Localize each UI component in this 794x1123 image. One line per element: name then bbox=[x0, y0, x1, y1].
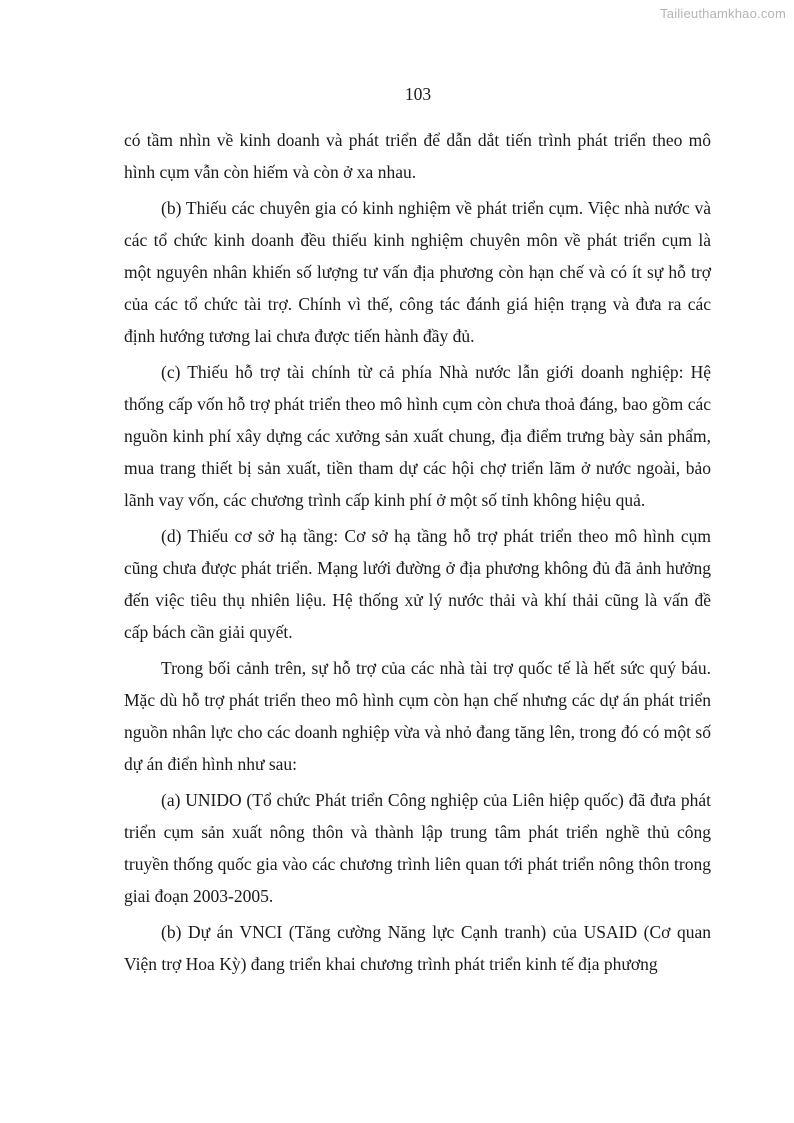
paragraph-b-vnci: (b) Dự án VNCI (Tăng cường Năng lực Cạnh tranh) của USAID (Cơ quan Viện trợ Hoa Kỳ) đang triển khai chương trình phát triển kinh tế địa phương bbox=[124, 922, 711, 974]
page-number: 103 bbox=[404, 84, 432, 104]
paragraph-b-experts: (b) Thiếu các chuyên gia có kinh nghiệm về phát triển cụm. Việc nhà nước và các tổ chức kinh doanh đều thiếu kinh nghiệm chuyên môn về phát triển cụm là một nguyên nhân khiến số lượng tư vấn địa phương còn hạn chế và có ít sự hỗ trợ của các tổ chức tài trợ. Chính vì thế, công tác đánh giá hiện trạng và đưa ra các định hướng tương lai chưa được tiến hành đầy đủ. bbox=[124, 198, 711, 346]
document-body bbox=[124, 124, 711, 980]
paragraph-continuation: có tầm nhìn về kinh doanh và phát triển để dẫn dắt tiến trình phát triển theo mô hình cụm vẫn còn hiếm và còn ở xa nhau. bbox=[124, 130, 711, 182]
watermark: Tailieuthamkhao.com bbox=[660, 6, 786, 21]
paragraph-d-infrastructure: (d) Thiếu cơ sở hạ tầng: Cơ sở hạ tầng hỗ trợ phát triển theo mô hình cụm cũng chưa được phát triển. Mạng lưới đường ở địa phương không đủ đã ảnh hưởng đến việc tiêu thụ nhiên liệu. Hệ thống xử lý nước thải và khí thải cũng là vấn đề cấp bách cần giải quyết. bbox=[124, 526, 711, 642]
paragraph-c-finance: (c) Thiếu hỗ trợ tài chính từ cả phía Nhà nước lẫn giới doanh nghiệp: Hệ thống cấp vốn hỗ trợ phát triển theo mô hình cụm còn chưa thoả đáng, bao gồm các nguồn kinh phí xây dựng các xưởng sản xuất chung, địa điểm trưng bày sản phẩm, mua trang thiết bị sản xuất, tiền tham dự các hội chợ triển lãm ở nước ngoài, bảo lãnh vay vốn, các chương trình cấp kinh phí ở một số tỉnh không hiệu quả. bbox=[124, 362, 711, 510]
paragraph-a-unido: (a) UNIDO (Tổ chức Phát triển Công nghiệp của Liên hiệp quốc) đã đưa phát triển cụm sản xuất nông thôn và thành lập trung tâm phát triển nghề thủ công truyền thống quốc gia vào các chương trình liên quan tới phát triển nông thôn trong giai đoạn 2003-2005. bbox=[124, 790, 711, 906]
paragraph-context: Trong bối cảnh trên, sự hỗ trợ của các nhà tài trợ quốc tế là hết sức quý báu. Mặc dù hỗ trợ phát triển theo mô hình cụm còn hạn chế nhưng các dự án phát triển nguồn nhân lực cho các doanh nghiệp vừa và nhỏ đang tăng lên, trong đó có một số dự án điển hình như sau: bbox=[124, 658, 711, 774]
